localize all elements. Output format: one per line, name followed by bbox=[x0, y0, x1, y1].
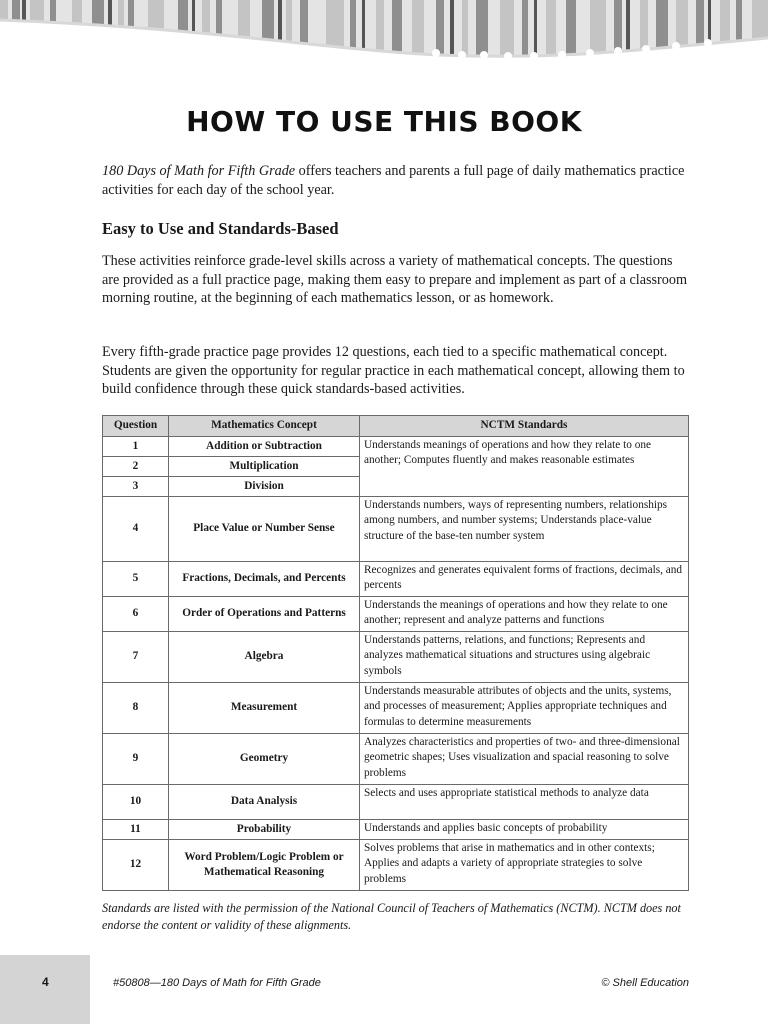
page-title: HOW TO USE THIS BOOK bbox=[186, 105, 582, 138]
footer-book-reference: #50808—180 Days of Math for Fifth Grade bbox=[113, 977, 321, 989]
body-paragraph-2: Every fifth-grade practice page provides 12 questions, each tied to a specific mathematical concept. Students are given the opportunity for regular practice in each mathematical concept, allowing them to build confidence through these quick standards-based activities. bbox=[102, 344, 685, 397]
question-number: 1 bbox=[103, 437, 169, 457]
concept-cell: Multiplication bbox=[169, 457, 360, 477]
standard-cell: Understands measurable attributes of objects and the units, systems, and processes of measurement; Applies appropriate techniques and formulas to determine measurements bbox=[360, 683, 689, 734]
book-title: 180 Days of Math for Fifth Grade bbox=[102, 163, 296, 179]
standard-cell: Understands patterns, relations, and functions; Represents and analyzes mathematical situations and structures using algebraic symbols bbox=[360, 632, 689, 683]
concept-cell: Place Value or Number Sense bbox=[169, 497, 360, 562]
standard-cell: Understands numbers, ways of representing numbers, relationships among numbers, and number systems; Understands place-value structure of the base-ten number system bbox=[360, 497, 689, 562]
table-row bbox=[103, 562, 689, 597]
page-corner-tab bbox=[0, 955, 90, 1024]
concept-cell: Probability bbox=[169, 820, 360, 840]
standards-note: Standards are listed with the permission of the National Council of Teachers of Mathematics (NCTM). NCTM does not endorse the content or validity of these alignments. bbox=[102, 901, 681, 932]
question-number: 10 bbox=[103, 785, 169, 820]
concept-cell: Geometry bbox=[169, 734, 360, 785]
table-row bbox=[103, 497, 689, 562]
header-question: Question bbox=[103, 416, 169, 437]
intro-text: offers teachers and parents a full page of daily mathematics practice activities for each day of the school year. bbox=[102, 163, 685, 198]
page-number: 4 bbox=[42, 975, 49, 989]
table-row bbox=[103, 437, 689, 457]
standard-cell: Analyzes characteristics and properties of two- and three-dimensional geometric shapes; Uses visualization and spacial reasoning to solve problems bbox=[360, 734, 689, 785]
concept-cell: Word Problem/Logic Problem or Mathematical Reasoning bbox=[169, 840, 360, 891]
standard-cell: Understands meanings of operations and how they relate to one another; Computes fluently and makes reasonable estimates bbox=[360, 437, 689, 497]
table-row bbox=[103, 632, 689, 683]
concept-cell: Order of Operations and Patterns bbox=[169, 597, 360, 632]
header-standards: NCTM Standards bbox=[360, 416, 689, 437]
standard-cell: Understands and applies basic concepts of probability bbox=[360, 820, 689, 840]
body-paragraph-1: These activities reinforce grade-level skills across a variety of mathematical concepts. The questions are provided as a full practice page, making them easy to prepare and implement as part of a classroom morning routine, at the beginning of each mathematics lesson, or as homework. bbox=[102, 253, 688, 306]
table-row bbox=[103, 785, 689, 820]
question-number: 7 bbox=[103, 632, 169, 683]
question-number: 11 bbox=[103, 820, 169, 840]
intro-paragraph bbox=[102, 162, 688, 200]
standard-cell: Selects and uses appropriate statistical methods to analyze data bbox=[360, 785, 689, 820]
table-row bbox=[103, 683, 689, 734]
question-number: 5 bbox=[103, 562, 169, 597]
standard-cell: Recognizes and generates equivalent forms of fractions, decimals, and percents bbox=[360, 562, 689, 597]
header-concept: Mathematics Concept bbox=[169, 416, 360, 437]
standard-cell: Understands the meanings of operations and how they relate to one another; represent and analyze patterns and functions bbox=[360, 597, 689, 632]
question-number: 2 bbox=[103, 457, 169, 477]
question-number: 4 bbox=[103, 497, 169, 562]
question-number: 3 bbox=[103, 477, 169, 497]
section-heading: Easy to Use and Standards-Based bbox=[102, 219, 339, 238]
standards-table bbox=[102, 415, 689, 891]
standard-cell: Solves problems that arise in mathematics and in other contexts; Applies and adapts a variety of appropriate strategies to solve problems bbox=[360, 840, 689, 891]
question-number: 6 bbox=[103, 597, 169, 632]
table-header-row bbox=[103, 416, 689, 437]
concept-cell: Fractions, Decimals, and Percents bbox=[169, 562, 360, 597]
question-number: 9 bbox=[103, 734, 169, 785]
table-row bbox=[103, 597, 689, 632]
concept-cell: Data Analysis bbox=[169, 785, 360, 820]
decorative-banner bbox=[0, 0, 768, 80]
concept-cell: Algebra bbox=[169, 632, 360, 683]
question-number: 8 bbox=[103, 683, 169, 734]
table-row bbox=[103, 840, 689, 891]
question-number: 12 bbox=[103, 840, 169, 891]
footer-publisher: © Shell Education bbox=[601, 977, 689, 989]
table-row bbox=[103, 820, 689, 840]
table-row bbox=[103, 734, 689, 785]
concept-cell: Addition or Subtraction bbox=[169, 437, 360, 457]
concept-cell: Division bbox=[169, 477, 360, 497]
concept-cell: Measurement bbox=[169, 683, 360, 734]
